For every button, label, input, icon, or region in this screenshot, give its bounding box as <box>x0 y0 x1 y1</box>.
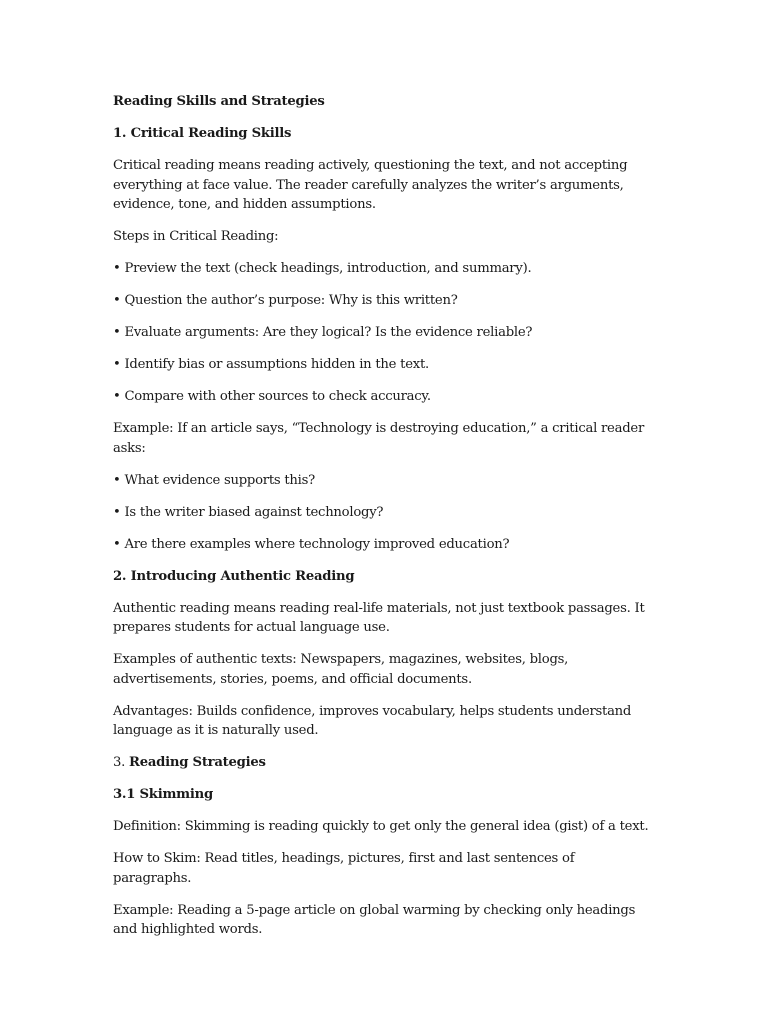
step-item: • Evaluate arguments: Are they logical? Is the evidence reliable? <box>113 325 533 340</box>
authentic-advantages: Advantages: Builds confidence, improves vocabulary, helps students understand language as it is naturally used. <box>113 703 632 738</box>
example-question: • What evidence supports this? <box>113 472 315 488</box>
example-question: • Is the writer biased against technology? <box>113 504 384 520</box>
steps-label: Steps in Critical Reading: <box>113 229 279 244</box>
step-item: • Question the author’s purpose: Why is this written? <box>113 293 458 308</box>
section-3-title: Reading Strategies <box>129 755 266 770</box>
section-3-heading <box>113 753 653 773</box>
step-item: • Compare with other sources to check accuracy. <box>113 389 431 404</box>
document-page <box>113 92 653 952</box>
skimming-example: Example: Reading a 5-page article on global warming by checking only headings and highlighted words. <box>113 902 636 937</box>
document-title: Reading Skills and Strategies <box>113 94 325 109</box>
section-1-heading: 1. Critical Reading Skills <box>113 126 292 141</box>
section-2-heading: 2. Introducing Authentic Reading <box>113 568 355 584</box>
example-paragraph: Example: If an article says, “Technology is destroying education,” a critical reader asks: <box>113 421 644 456</box>
authentic-examples: Examples of authentic texts: Newspapers, magazines, websites, blogs, advertisements, stories, poems, and official documents. <box>113 652 569 687</box>
example-question: • Are there examples where technology improved education? <box>113 536 510 552</box>
authentic-definition: Authentic reading means reading real-life materials, not just textbook passages. It prepares students for actual language use. <box>113 600 645 635</box>
subsection-3-1-heading: 3.1 Skimming <box>113 787 213 802</box>
section-3-number: 3. <box>113 755 130 770</box>
step-item: • Preview the text (check headings, introduction, and summary). <box>113 261 532 276</box>
step-item: • Identify bias or assumptions hidden in the text. <box>113 357 429 372</box>
skimming-definition: Definition: Skimming is reading quickly to get only the general idea (gist) of a text. <box>113 819 649 834</box>
skimming-how: How to Skim: Read titles, headings, pictures, first and last sentences of paragraphs. <box>113 851 575 886</box>
section-1-intro: Critical reading means reading actively, questioning the text, and not accepting everything at face value. The reader carefully analyzes the writer’s arguments, evidence, tone, and hidden assumptions. <box>113 158 628 212</box>
